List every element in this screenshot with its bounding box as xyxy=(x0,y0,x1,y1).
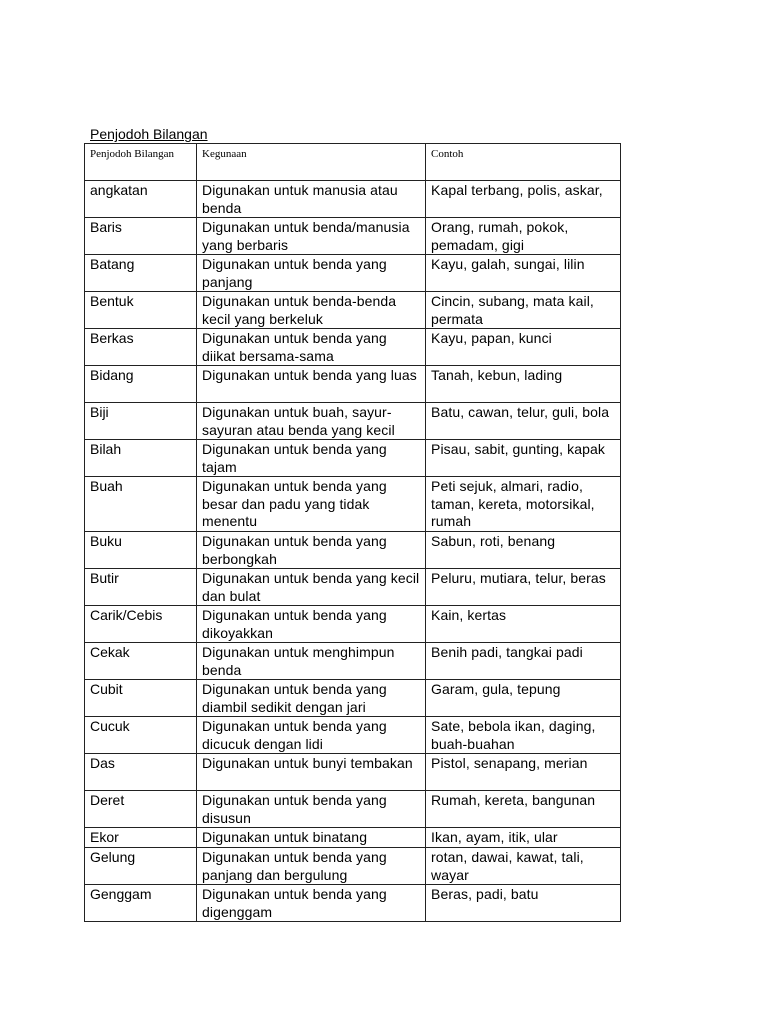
table-row xyxy=(85,403,621,440)
cell-penjodoh: Berkas xyxy=(85,329,197,366)
cell-penjodoh: Baris xyxy=(85,218,197,255)
cell-kegunaan: Digunakan untuk benda yang kecil dan bulat xyxy=(197,569,426,606)
cell-penjodoh: Genggam xyxy=(85,885,197,922)
cell-penjodoh: Butir xyxy=(85,569,197,606)
cell-contoh: Peluru, mutiara, telur, beras xyxy=(426,569,621,606)
cell-contoh: Sabun, roti, benang xyxy=(426,532,621,569)
cell-contoh: Kayu, papan, kunci xyxy=(426,329,621,366)
cell-kegunaan: Digunakan untuk benda yang panjang dan bergulung xyxy=(197,848,426,885)
cell-penjodoh: Cubit xyxy=(85,680,197,717)
cell-kegunaan: Digunakan untuk benda yang luas xyxy=(197,366,426,403)
table-row xyxy=(85,569,621,606)
cell-kegunaan: Digunakan untuk benda yang diambil sedikit dengan jari xyxy=(197,680,426,717)
cell-contoh: Beras, padi, batu xyxy=(426,885,621,922)
table-row xyxy=(85,643,621,680)
document-title: Penjodoh Bilangan xyxy=(90,126,208,142)
cell-contoh: rotan, dawai, kawat, tali, wayar xyxy=(426,848,621,885)
cell-contoh: Ikan, ayam, itik, ular xyxy=(426,828,621,848)
cell-kegunaan: Digunakan untuk binatang xyxy=(197,828,426,848)
cell-kegunaan: Digunakan untuk benda yang dikoyakkan xyxy=(197,606,426,643)
cell-kegunaan: Digunakan untuk benda yang digenggam xyxy=(197,885,426,922)
cell-penjodoh: Bentuk xyxy=(85,292,197,329)
cell-contoh: Orang, rumah, pokok, pemadam, gigi xyxy=(426,218,621,255)
cell-kegunaan: Digunakan untuk benda yang berbongkah xyxy=(197,532,426,569)
table-row xyxy=(85,532,621,569)
table-row xyxy=(85,717,621,754)
table-row xyxy=(85,255,621,292)
cell-contoh: Peti sejuk, almari, radio, taman, kereta, motorsikal, rumah xyxy=(426,477,621,532)
cell-contoh: Benih padi, tangkai padi xyxy=(426,643,621,680)
cell-penjodoh: Cekak xyxy=(85,643,197,680)
cell-penjodoh: Bilah xyxy=(85,440,197,477)
cell-penjodoh: Gelung xyxy=(85,848,197,885)
cell-kegunaan: Digunakan untuk benda yang dicucuk dengan lidi xyxy=(197,717,426,754)
cell-contoh: Kayu, galah, sungai, lilin xyxy=(426,255,621,292)
cell-penjodoh: Buah xyxy=(85,477,197,532)
cell-kegunaan: Digunakan untuk benda-benda kecil yang berkeluk xyxy=(197,292,426,329)
table-row xyxy=(85,292,621,329)
cell-contoh: Pisau, sabit, gunting, kapak xyxy=(426,440,621,477)
cell-contoh: Garam, gula, tepung xyxy=(426,680,621,717)
cell-kegunaan: Digunakan untuk menghimpun benda xyxy=(197,643,426,680)
table-row xyxy=(85,477,621,532)
cell-kegunaan: Digunakan untuk buah, sayur-sayuran atau benda yang kecil xyxy=(197,403,426,440)
cell-contoh: Kain, kertas xyxy=(426,606,621,643)
cell-contoh: Pistol, senapang, merian xyxy=(426,754,621,791)
cell-penjodoh: Biji xyxy=(85,403,197,440)
table-row xyxy=(85,791,621,828)
table-body xyxy=(85,181,621,922)
header-kegunaan: Kegunaan xyxy=(197,144,426,181)
table-row xyxy=(85,181,621,218)
cell-kegunaan: Digunakan untuk benda/manusia yang berbaris xyxy=(197,218,426,255)
table-row xyxy=(85,680,621,717)
table-row xyxy=(85,329,621,366)
header-penjodoh: Penjodoh Bilangan xyxy=(85,144,197,181)
cell-penjodoh: angkatan xyxy=(85,181,197,218)
cell-contoh: Rumah, kereta, bangunan xyxy=(426,791,621,828)
cell-penjodoh: Ekor xyxy=(85,828,197,848)
table-row xyxy=(85,440,621,477)
cell-penjodoh: Deret xyxy=(85,791,197,828)
table-row xyxy=(85,366,621,403)
cell-contoh: Tanah, kebun, lading xyxy=(426,366,621,403)
cell-kegunaan: Digunakan untuk bunyi tembakan xyxy=(197,754,426,791)
table-header-row xyxy=(85,144,621,181)
cell-kegunaan: Digunakan untuk benda yang besar dan padu yang tidak menentu xyxy=(197,477,426,532)
cell-kegunaan: Digunakan untuk benda yang disusun xyxy=(197,791,426,828)
table-row xyxy=(85,218,621,255)
cell-kegunaan: Digunakan untuk manusia atau benda xyxy=(197,181,426,218)
table-row xyxy=(85,828,621,848)
cell-contoh: Batu, cawan, telur, guli, bola xyxy=(426,403,621,440)
cell-kegunaan: Digunakan untuk benda yang diikat bersama-sama xyxy=(197,329,426,366)
table-row xyxy=(85,606,621,643)
penjodoh-bilangan-table xyxy=(84,143,621,922)
cell-kegunaan: Digunakan untuk benda yang tajam xyxy=(197,440,426,477)
cell-penjodoh: Cucuk xyxy=(85,717,197,754)
cell-penjodoh: Bidang xyxy=(85,366,197,403)
cell-penjodoh: Carik/Cebis xyxy=(85,606,197,643)
header-contoh: Contoh xyxy=(426,144,621,181)
cell-contoh: Kapal terbang, polis, askar, xyxy=(426,181,621,218)
cell-kegunaan: Digunakan untuk benda yang panjang xyxy=(197,255,426,292)
table-row xyxy=(85,848,621,885)
cell-penjodoh: Batang xyxy=(85,255,197,292)
table-row xyxy=(85,885,621,922)
cell-contoh: Cincin, subang, mata kail, permata xyxy=(426,292,621,329)
cell-penjodoh: Buku xyxy=(85,532,197,569)
cell-contoh: Sate, bebola ikan, daging, buah-buahan xyxy=(426,717,621,754)
table-row xyxy=(85,754,621,791)
cell-penjodoh: Das xyxy=(85,754,197,791)
